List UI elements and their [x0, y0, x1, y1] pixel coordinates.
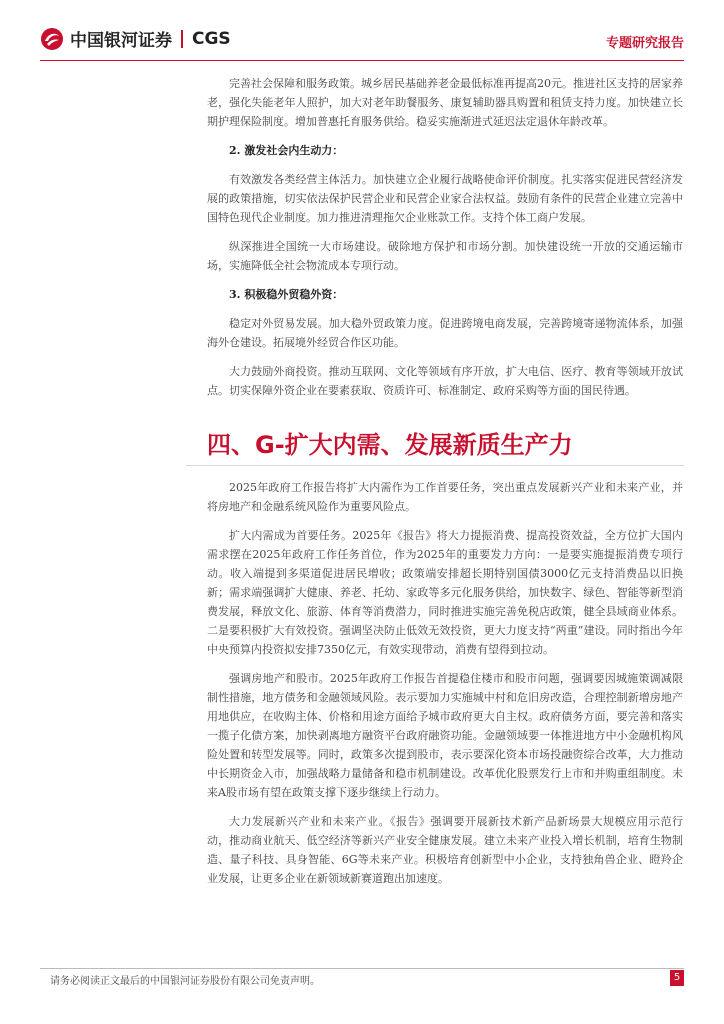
- brand-name-en: CGS: [192, 28, 231, 49]
- paragraph: 纵深推进全国统一大市场建设。破除地方保护和市场分割。加快建设统一开放的交通运输市场，实施降低全社会物流成本专项行动。: [207, 240, 683, 272]
- section-title: 四、G-扩大内需、发展新质生产力: [207, 431, 573, 459]
- paragraph: 2025年政府工作报告将扩大内需作为工作首要任务，突出重点发展新兴产业和未来产业，并将房地产和金融系统风险作为重要风险点。: [207, 481, 683, 513]
- footer-divider: [40, 968, 684, 969]
- page-header: [0, 0, 724, 60]
- galaxy-logo-icon: [40, 27, 64, 51]
- brand-separator: [181, 30, 183, 48]
- subheading: 3. 积极稳外贸稳外资：: [229, 288, 344, 301]
- brand-logo: [40, 26, 231, 51]
- paragraph: 大力鼓励外商投资。推动互联网、文化等领域有序开放，扩大电信、医疗、教育等领域开放试点。切实保障外资企业在要素获取、资质许可、标准制定、政府采购等方面的国民待遇。: [207, 365, 683, 397]
- paragraph: 完善社会保障和服务政策。城乡居民基础养老金最低标准再提高20元。推进社区支持的居家养老，强化失能老年人照护，加大对老年助餐服务、康复辅助器具购置和租赁支持力度。加快建立长期护理保险制度。增加普惠托育服务供给。稳妥实施渐进式延迟法定退休年龄改革。: [207, 77, 683, 128]
- header-divider: [40, 60, 684, 61]
- paragraph: 扩大内需成为首要任务。2025年《报告》将大力提振消费、提高投资效益，全方位扩大国内需求摆在2025年政府工作任务首位，作为2025年的重要发力方向：一是要实施提振消费专项行动。收入端提到多渠道促进居民增收；政策端安排超长期特别国债3000亿元支持消费品以旧换新；需求端强调扩大健康、养老、托幼、家政等多元化服务供给，加快数字、绿色、智能等新型消费发展，释放文化、旅游、体育等消费潜力，同时推进实施完善免税店政策，健全县域商业体系。二是要积极扩大有效投资。强调坚决防止低效无效投资，更大力度支持“两重”建设。同时指出今年中央预算内投资拟安排7350亿元，有效实现带动，消费有望得到拉动。: [207, 529, 683, 656]
- subheading: 2. 激发社会内生动力：: [229, 144, 344, 157]
- disclaimer-text: 请务必阅读正文最后的中国银河证券股份有限公司免责声明。: [50, 976, 320, 987]
- page-number: 5: [670, 970, 684, 986]
- paragraph: 强调房地产和股市。2025年政府工作报告首提稳住楼市和股市问题，强调要因城施策调减限制性措施，地方债务和金融领域风险。表示要加力实施城中村和危旧房改造，合理控制新增房地产用地供应，在收购主体、价格和用途方面给予城市政府更大自主权。政府债务方面，要完善和落实一揽子化债方案，加快剥离地方融资平台政府融资功能。金融领域要一体推进地方中小金融机构风险处置和转型发展等。同时，政策多次提到股市，表示要深化资本市场投融资综合改革，大力推动中长期资金入市，加强战略力量储备和稳市机制建设。改革优化股票发行上市和并购重组制度。未来A股市场有望在政策支撑下逐步继续上行动力。: [207, 672, 683, 799]
- section-divider: [186, 465, 684, 466]
- body-part-2: [207, 478, 683, 898]
- brand-name-cn: 中国银河证券: [70, 31, 172, 51]
- paragraph: 有效激发各类经营主体活力。加快建立企业履行战略使命评价制度。扎实落实促进民营经济发展的政策措施，切实依法保护民营企业和民营企业家合法权益。鼓励有条件的民营企业建立完善中国特色现代企业制度。加力推进清理拖欠企业账款工作。支持个体工商户发展。: [207, 173, 683, 224]
- paragraph: 大力发展新兴产业和未来产业。《报告》强调要开展新技术新产品新场景大规模应用示范行动，推动商业航天、低空经济等新兴产业安全健康发展。建立未来产业投入增长机制，培育生物制造、量子科技、具身智能、6G等未来产业。积极培育创新型中小企业，支持独角兽企业、瞪羚企业发展，让更多企业在新领域新赛道跑出加速度。: [207, 815, 683, 885]
- paragraph: 稳定对外贸易发展。加大稳外贸政策力度。促进跨境电商发展，完善跨境寄递物流体系，加强海外仓建设。拓展境外经贸合作区功能。: [207, 317, 683, 349]
- report-type-label: 专题研究报告: [605, 36, 684, 51]
- body-part-1: [207, 74, 683, 410]
